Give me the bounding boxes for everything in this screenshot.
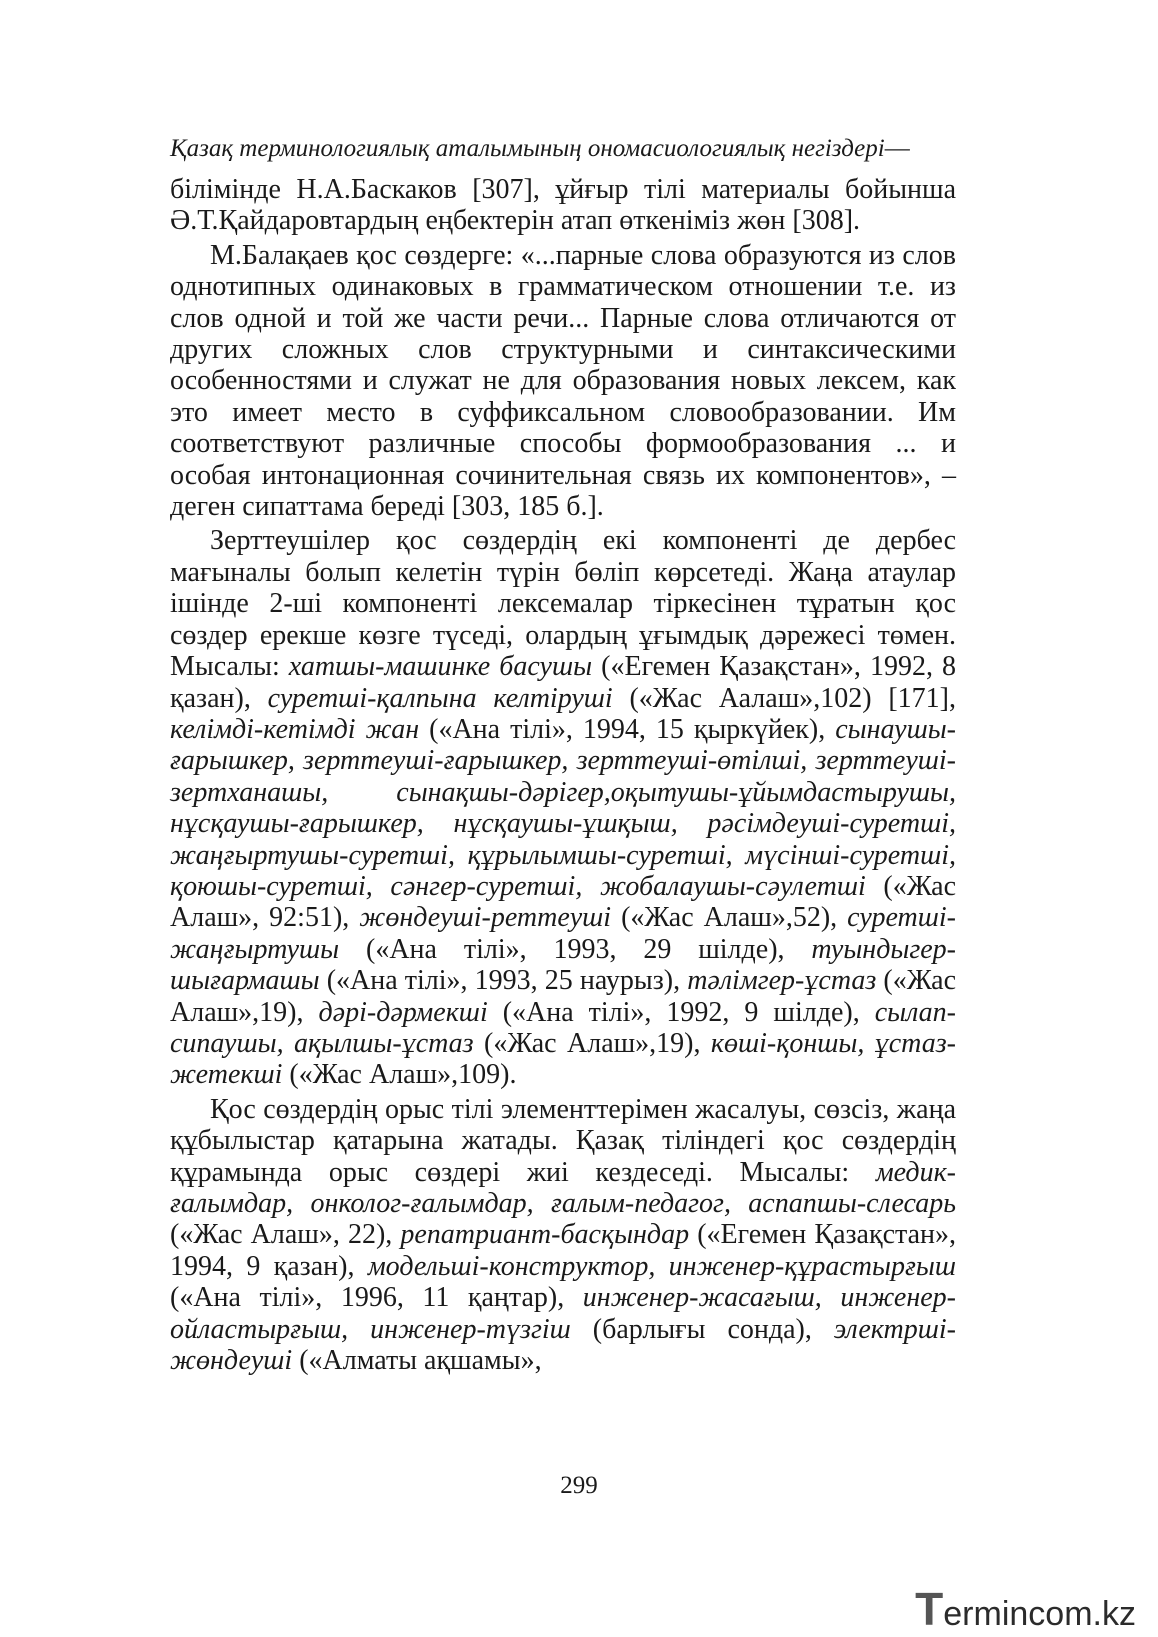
italic-term: жөндеуші-реттеуші (359, 902, 612, 934)
text-run: («Алматы ақшамы», (292, 1345, 542, 1377)
watermark-domain: m.kz (1064, 1595, 1136, 1633)
italic-term: суретші-жаңғыртушы (170, 902, 956, 965)
text-run: М.Балақаев қос сөздерге: «...парные слова образуются из слов однотипных одинаковых в грамматическом отношении т.е. из слов одной и той же части речи... Парные слова отличаются от других сложных слов структурными и синтаксическими особенностями и служат не для образования новых лексем, как это имеет место в суффиксальном словообразовании. Им соответствуют различные способы формообразования ... и особая интонационная сочинительная связь их компонентов», – деген сипаттама береді [303, 185 б.]. (170, 239, 956, 523)
text-run: («Ана тілі», 1994, 15 қыркүйек), (419, 713, 836, 745)
running-title-dash: — (884, 135, 910, 162)
text-run: («Ана тілі», 1993, 25 наурыз), (319, 965, 688, 997)
italic-term: сынаушы-ғарышкер, зерттеуші-ғарышкер, зерттеуші-өтілші, зерттеуші-зертханашы, сынақшы-дәрігер,оқытушы-ұйымдастырушы, нұсқаушы-ғарышкер, нұсқаушы-ұшқыш, рәсімдеуші-суретші, жаңғыртушы-суретші, құрылымшы-суретші, мүсінші-суретші, қоюшы-суретші, сәнгер-суретші, жобалаушы-сәулетші (170, 713, 956, 902)
text-run: («Жас Алаш», 22), (170, 1219, 401, 1251)
running-title: Қазақ терминологиялық аталымының ономасиологиялық негіздері (170, 135, 885, 162)
watermark-o: o (1045, 1595, 1065, 1633)
italic-term: туындыгер-шығармашы (170, 933, 956, 997)
running-header (170, 134, 960, 164)
text-run: («Жас Алаш»,19), (473, 1027, 711, 1059)
text-run: («Жас Алаш», 92:51), (170, 870, 956, 934)
watermark-text: erminc (943, 1595, 1046, 1633)
italic-term: модельші-конструктор, инженер-құрастырғыш (367, 1250, 957, 1282)
text-run: («Ана тілі», 1996, 11 қаңтар), (170, 1282, 583, 1314)
paragraph (170, 240, 956, 523)
text-run: («Жас Алаш»,52), (611, 902, 848, 934)
body-text (170, 174, 956, 1376)
text-run: («Ана тілі», 1993, 29 шілде), (339, 933, 812, 965)
text-run: (барлығы сонда), (570, 1313, 834, 1345)
italic-term: келімді-кетімді жан (170, 713, 420, 745)
text-run: Қос сөздердің орыс тілі элементтерімен жасалуы, сөзсіз, жаңа құбылыстар қатарына жатады. Қазақ тіліндегі қос сөздердің құрамында орыс сөздері жиі кездеседі. Мысалы: (170, 1093, 956, 1188)
italic-term: сылап-сипаушы, ақылшы-ұстаз (170, 996, 956, 1059)
italic-term: дәрі-дәрмекші (318, 996, 488, 1028)
italic-term: инженер-жасағыш, инженер-ойластырғыш, инженер-түзгіш (170, 1282, 956, 1345)
text-run: («Жас Аалаш»,102) [171], (612, 682, 957, 714)
text-run: («Егемен Қазақстан», 1994, 9 қазан), (170, 1219, 957, 1282)
paragraph (170, 1094, 956, 1377)
italic-term: суретші-қалпына келтіруші (267, 682, 613, 714)
italic-term: тәлімгер-ұстаз (687, 965, 877, 997)
paragraph (170, 525, 956, 1090)
text-run: Зерттеушілер қос сөздердің екі компоненті де дербес мағыналы болып келетін түрін бөліп көрсетеді. Жаңа атаулар ішінде 2-ші компоненті лексемалар тіркесінен тұратын қос сөздер ерекше көзге түседі, олардың ұғымдық дәрежесі төмен. Мысалы: (170, 525, 956, 683)
text-run: («Ана тілі», 1992, 9 шілде), (487, 996, 875, 1028)
italic-term: репатриант-басқындар (400, 1219, 690, 1251)
italic-term: электрші-жөндеуші (170, 1313, 956, 1377)
text-run: («Жас Алаш»,109). (282, 1059, 517, 1091)
text-run: («Егемен Қазақстан», 1992, 8 қазан), (170, 651, 956, 714)
text-run: білімінде Н.А.Баскаков [307], ұйғыр тілі материалы бойынша Ә.Т.Қайдаровтардың еңбектерін атап өткеніміз жөн [308]. (170, 174, 956, 237)
italic-term: медик-ғалымдар, онколог-ғалымдар, ғалым-педагог, аспапшы-слесарь (170, 1156, 956, 1219)
text-run: («Жас Алаш»,19), (170, 965, 956, 1028)
italic-term: көші-қоншы, ұстаз-жетекші (170, 1027, 956, 1091)
page-number: 299 (560, 1472, 598, 1499)
paragraph (170, 174, 956, 237)
site-watermark-logo (915, 1582, 1136, 1636)
italic-term: хатшы-машинке басушы (288, 651, 593, 683)
watermark-initial: T (915, 1583, 944, 1635)
